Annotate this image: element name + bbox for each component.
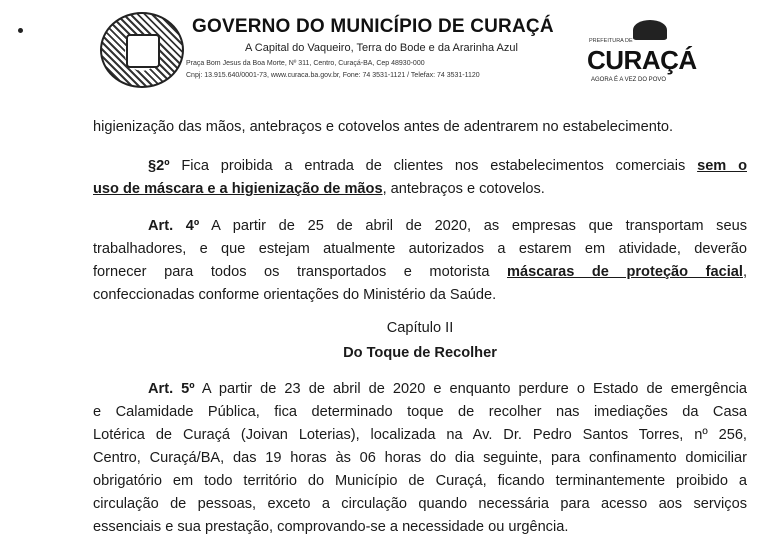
header-subtitle: A Capital do Vaqueiro, Terra do Bode e da Ararinha Azul bbox=[245, 42, 518, 54]
text-line: Art. 4º A partir de 25 de abril de 2020, as empresas que transportam seus bbox=[148, 218, 747, 234]
text-line: e Calamidade Pública, fica determinado toque de recolher nas imediações da Casa bbox=[93, 404, 747, 420]
text-line: uso de máscara e a higienização de mãos, antebraços e cotovelos. bbox=[93, 181, 545, 197]
crest-shield-icon bbox=[126, 34, 160, 68]
header-contacts: Cnpj: 13.915.640/0001-73, www.curaca.ba.gov.br, Fone: 74 3531-1121 / Telefax: 74 3531-1120 bbox=[186, 72, 480, 79]
paragraph-section-2 bbox=[93, 155, 747, 201]
text-line: confeccionadas conforme orientações do Ministério da Saúde. bbox=[93, 287, 497, 303]
emphasis-text: uso de máscara e a higienização de mãos bbox=[93, 181, 383, 197]
logo-name: CURAÇÁ bbox=[587, 45, 697, 75]
article-4 bbox=[93, 215, 747, 307]
emphasis-text: sem o bbox=[697, 158, 747, 174]
article-label: Art. 5º bbox=[148, 381, 195, 397]
header-address: Praça Bom Jesus da Boa Morte, Nº 311, Centro, Curaçá-BA, Cep 48930-000 bbox=[186, 60, 425, 67]
text-line: higienização das mãos, antebraços e cotovelos antes de adentrarem no estabelecimento. bbox=[93, 119, 674, 135]
article-label: Art. 4º bbox=[148, 218, 200, 234]
margin-mark bbox=[18, 28, 23, 33]
text-line: §2º Fica proibida a entrada de clientes nos estabelecimentos comerciais sem o bbox=[148, 158, 747, 174]
municipal-crest-icon bbox=[100, 12, 184, 88]
article-5 bbox=[93, 378, 747, 539]
section-label: §2º bbox=[148, 158, 170, 174]
logo-emblem-icon bbox=[633, 20, 667, 40]
logo-slogan: AGORA É A VEZ DO POVO bbox=[591, 77, 667, 83]
text-line: Lotérica de Curaçá (Joivan Loterias), localizada na Av. Dr. Pedro Santos Torres, nº 256, bbox=[93, 427, 747, 443]
text-line: obrigatório em todo território do Município de Curaçá, ficando terminantemente proibido a bbox=[93, 473, 747, 489]
chapter-number: Capítulo II bbox=[386, 320, 454, 336]
header-title: GOVERNO DO MUNICÍPIO DE CURAÇÁ bbox=[192, 16, 554, 37]
prefeitura-logo bbox=[585, 18, 695, 88]
logo-prefix: PREFEITURA DE bbox=[589, 38, 633, 44]
chapter-title: Do Toque de Recolher bbox=[343, 345, 497, 361]
text-line: trabalhadores, e que estejam atualmente autorizados a estarem em atividade, deverão bbox=[93, 241, 747, 257]
emphasis-text: máscaras de proteção facial bbox=[507, 264, 743, 280]
letterhead bbox=[0, 0, 780, 95]
text-line: Art. 5º A partir de 23 de abril de 2020 e enquanto perdure o Estado de emergência bbox=[148, 381, 747, 397]
text-line: fornecer para todos os transportados e motorista máscaras de proteção facial, bbox=[93, 264, 748, 280]
text-line: Centro, Curaçá/BA, das 19 horas às 06 horas do dia seguinte, para confinamento domiciliar bbox=[93, 450, 747, 466]
text-line: circulação de pessoas, exceto a circulação quando necessária para acesso aos serviços bbox=[93, 496, 747, 512]
text-line: essenciais e sua prestação, comprovando-se a necessidade ou urgência. bbox=[93, 519, 569, 535]
paragraph-continuation bbox=[93, 116, 747, 139]
